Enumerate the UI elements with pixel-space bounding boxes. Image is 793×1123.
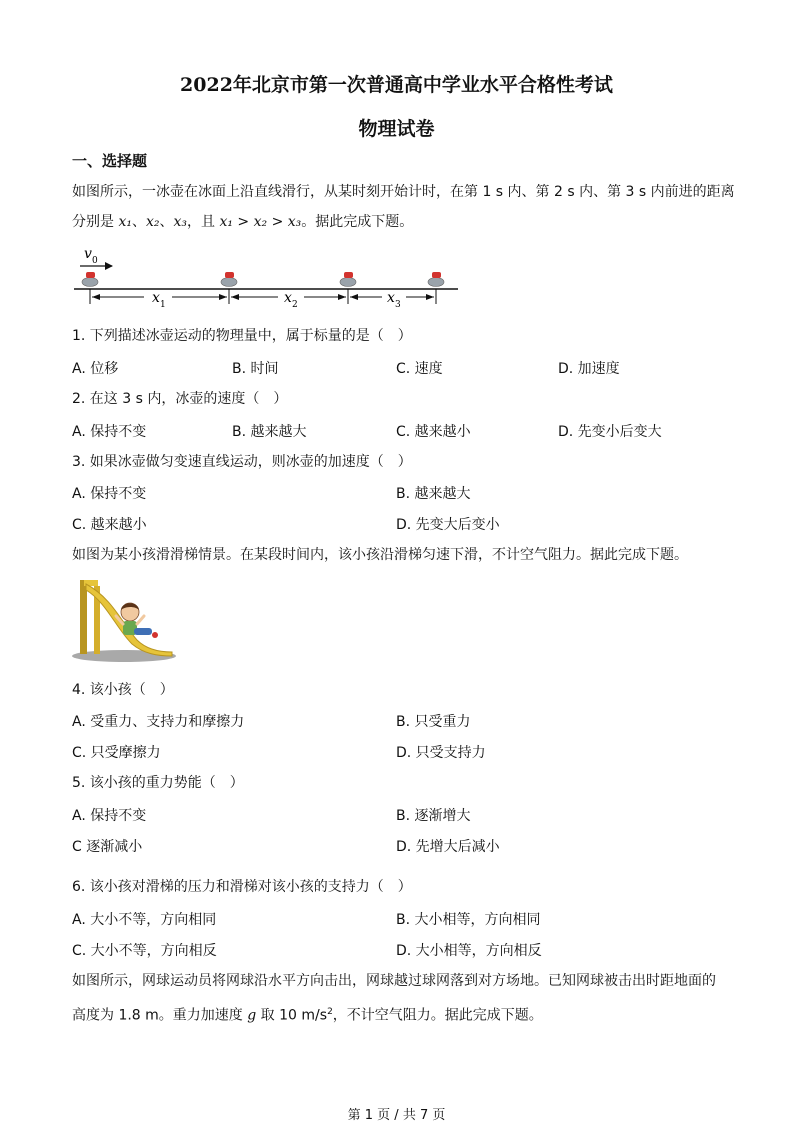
v0-label: v <box>84 246 92 262</box>
v0-subscript: 0 <box>92 256 98 266</box>
var-x2: x₂ <box>145 214 160 230</box>
q5-option-a[interactable]: A. 保持不变 <box>72 808 147 824</box>
q1-option-a[interactable]: A. 位移 <box>72 361 119 377</box>
intro-text: 取 10 m/s <box>256 1007 328 1024</box>
q6-option-d[interactable]: D. 大小相等，方向相反 <box>396 943 542 959</box>
intro-text: 分别是 <box>72 214 119 230</box>
question-6-stem: 6. 该小孩对滑梯的压力和滑梯对该小孩的支持力（ ） <box>72 879 412 895</box>
var-g: g <box>247 1007 257 1024</box>
q6-option-c[interactable]: C. 大小不等，方向相反 <box>72 943 217 959</box>
q1-option-b[interactable]: B. 时间 <box>232 361 279 377</box>
q4-option-d[interactable]: D. 只受支持力 <box>396 745 486 761</box>
q2-option-b[interactable]: B. 越来越大 <box>232 424 307 440</box>
x3-subscript: 3 <box>395 300 401 310</box>
gt-sign: > <box>267 214 288 230</box>
page-subtitle: 物理试卷 <box>358 118 435 140</box>
q4-option-a[interactable]: A. 受重力、支持力和摩擦力 <box>72 714 245 730</box>
section-heading: 一、选择题 <box>72 152 148 170</box>
q4-option-c[interactable]: C. 只受摩擦力 <box>72 745 161 761</box>
intro-text: 。据此完成下题。 <box>301 214 414 230</box>
question-5-stem: 5. 该小孩的重力势能（ ） <box>72 775 244 791</box>
x1-label: x <box>152 290 160 306</box>
q6-option-b[interactable]: B. 大小相等，方向相同 <box>396 912 541 928</box>
gt-sign: > <box>232 214 254 230</box>
q2-option-a[interactable]: A. 保持不变 <box>72 424 147 440</box>
superscript: 2 <box>327 1007 333 1017</box>
question-4-stem: 4. 该小孩（ ） <box>72 682 174 698</box>
page-footer: 第 1 页 / 共 7 页 <box>347 1108 446 1123</box>
sep: 、 <box>159 214 174 230</box>
x1-subscript: 1 <box>160 300 166 310</box>
q1-option-c[interactable]: C. 速度 <box>396 361 443 377</box>
slide-illustration <box>72 578 178 664</box>
var-x1: x₁ <box>118 214 132 230</box>
q3-option-a[interactable]: A. 保持不变 <box>72 486 147 502</box>
intro-tennis-line2 <box>72 1002 543 1026</box>
curling-stone-icon <box>221 272 237 287</box>
var-x3: x₃ <box>173 214 187 230</box>
x3-label: x <box>387 290 395 306</box>
x2-label: x <box>284 290 292 306</box>
curling-stone-icon <box>428 272 444 287</box>
var-x1: x₁ <box>219 214 233 230</box>
intro-curling-line1: 如图所示，一冰壶在冰面上沿直线滑行，从某时刻开始计时，在第 1 s 内、第 2 s 内、第 3 s 内前进的距离 <box>72 184 735 200</box>
intro-text: ，不计空气阻力。据此完成下题。 <box>332 1007 543 1024</box>
curling-figure <box>72 242 462 314</box>
x2-subscript: 2 <box>292 300 298 310</box>
intro-text: 高度为 1.8 m。重力加速度 <box>72 1007 248 1024</box>
q3-option-d[interactable]: D. 先变大后变小 <box>396 517 500 533</box>
sep: 、 <box>131 214 146 230</box>
var-x2: x₂ <box>253 214 268 230</box>
var-x3: x₃ <box>287 214 302 230</box>
curling-stone-icon <box>340 272 356 287</box>
q2-option-d[interactable]: D. 先变小后变大 <box>558 424 662 440</box>
q3-option-b[interactable]: B. 越来越大 <box>396 486 471 502</box>
page-title: 2022年北京市第一次普通高中学业水平合格性考试 <box>180 74 613 96</box>
q5-option-d[interactable]: D. 先增大后减小 <box>396 839 500 855</box>
intro-slide-line1: 如图为某小孩滑滑梯情景。在某段时间内，该小孩沿滑梯匀速下滑，不计空气阻力。据此完成下题。 <box>72 547 688 563</box>
intro-text: ，且 <box>187 214 220 230</box>
q4-option-b[interactable]: B. 只受重力 <box>396 714 471 730</box>
q5-option-b[interactable]: B. 逐渐增大 <box>396 808 471 824</box>
intro-curling-line2 <box>72 212 413 232</box>
question-1-stem: 1. 下列描述冰壶运动的物理量中，属于标量的是（ ） <box>72 328 412 344</box>
q3-option-c[interactable]: C. 越来越小 <box>72 517 147 533</box>
q1-option-d[interactable]: D. 加速度 <box>558 361 620 377</box>
q6-option-a[interactable]: A. 大小不等，方向相同 <box>72 912 217 928</box>
question-2-stem: 2. 在这 3 s 内，冰壶的速度（ ） <box>72 391 288 407</box>
q2-option-c[interactable]: C. 越来越小 <box>396 424 471 440</box>
curling-stone-icon <box>82 272 98 287</box>
slide-post-icon <box>80 580 87 654</box>
question-3-stem: 3. 如果冰壶做匀变速直线运动，则冰壶的加速度（ ） <box>72 454 412 470</box>
intro-tennis-line1: 如图所示，网球运动员将网球沿水平方向击出，网球越过球网落到对方场地。已知网球被击出时距地面的 <box>72 973 716 989</box>
q5-option-c[interactable]: C 逐渐减小 <box>72 839 143 855</box>
